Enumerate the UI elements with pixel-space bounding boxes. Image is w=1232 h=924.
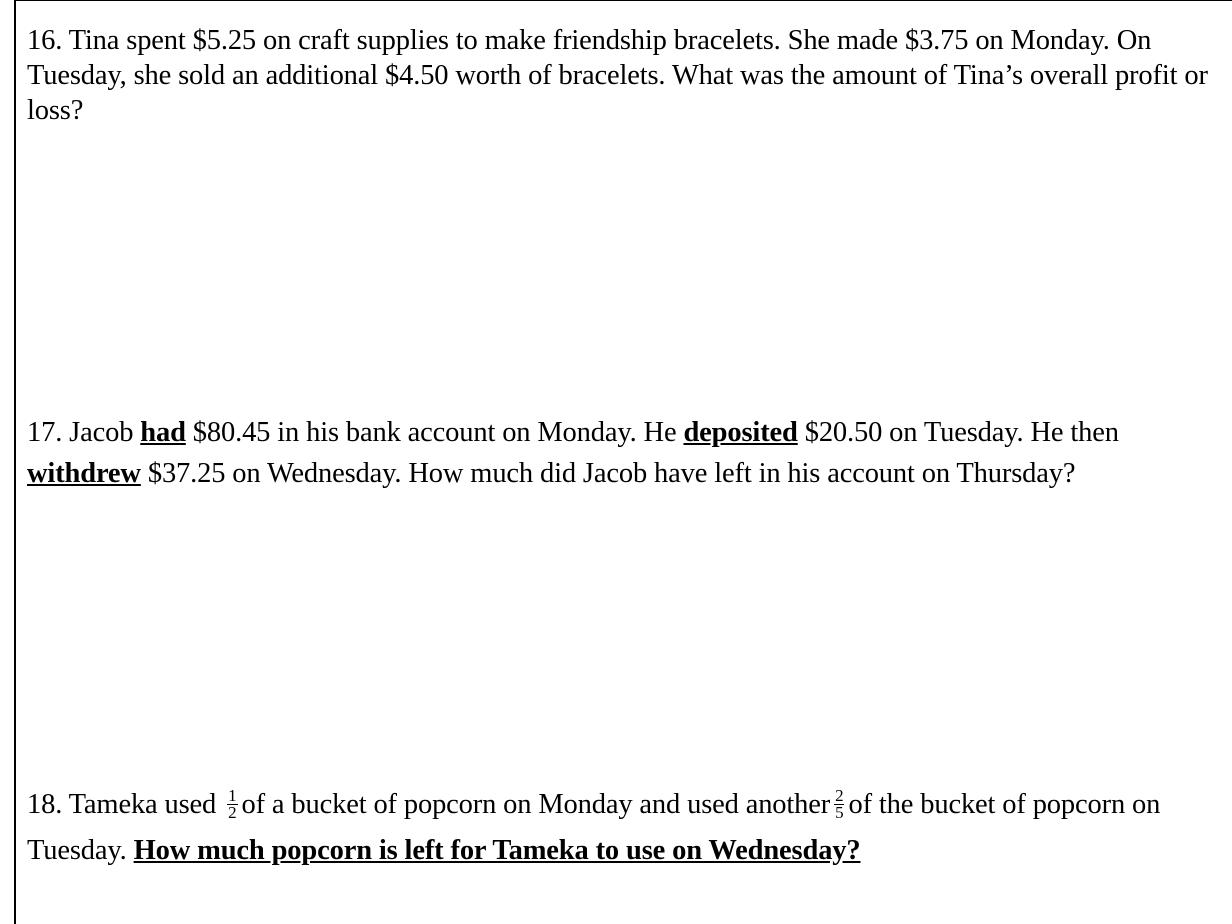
fraction-numerator: 1: [228, 785, 237, 805]
keyword-deposited: deposited: [683, 417, 798, 448]
question-text: Jacob: [69, 417, 134, 448]
page-left-border: [14, 0, 16, 924]
fraction-numerator: 2: [835, 785, 844, 805]
question-text: $80.45 in his bank account on Monday. He: [192, 417, 677, 448]
question-number: 17.: [27, 417, 63, 448]
question-text: $37.25 on Wednesday. How much did Jacob have left in his account on Thursday?: [147, 458, 1076, 489]
question-text: $20.50 on Tuesday. He then: [804, 417, 1119, 448]
keyword-had: had: [140, 417, 186, 448]
question-text: Tameka used: [68, 789, 217, 820]
question-18: [27, 782, 1223, 874]
question-16: [27, 23, 1223, 128]
question-text: of the bucket of popcorn on Tuesday.: [27, 789, 1161, 866]
question-prompt: How much popcorn is left for Tameka to use on Wednesday?: [133, 835, 861, 866]
question-text: Tina spent $5.25 on craft supplies to make friendship bracelets. She made $3.75 on Monday. On Tuesday, she sold an additional $4.50 worth of bracelets. What was the amount of Tina’s overall profit or loss?: [27, 25, 1208, 126]
fraction-one-half: [227, 785, 237, 822]
question-text: of a bucket of popcorn on Monday and used another: [241, 789, 831, 820]
fraction-denominator: 2: [228, 802, 237, 822]
question-number: 18.: [27, 789, 63, 820]
fraction-denominator: 5: [835, 802, 844, 822]
keyword-withdrew: withdrew: [27, 458, 141, 489]
page-top-border: [14, 0, 1232, 1]
question-17: [27, 412, 1223, 494]
question-number: 16.: [27, 25, 63, 56]
fraction-two-fifths: [834, 785, 844, 822]
